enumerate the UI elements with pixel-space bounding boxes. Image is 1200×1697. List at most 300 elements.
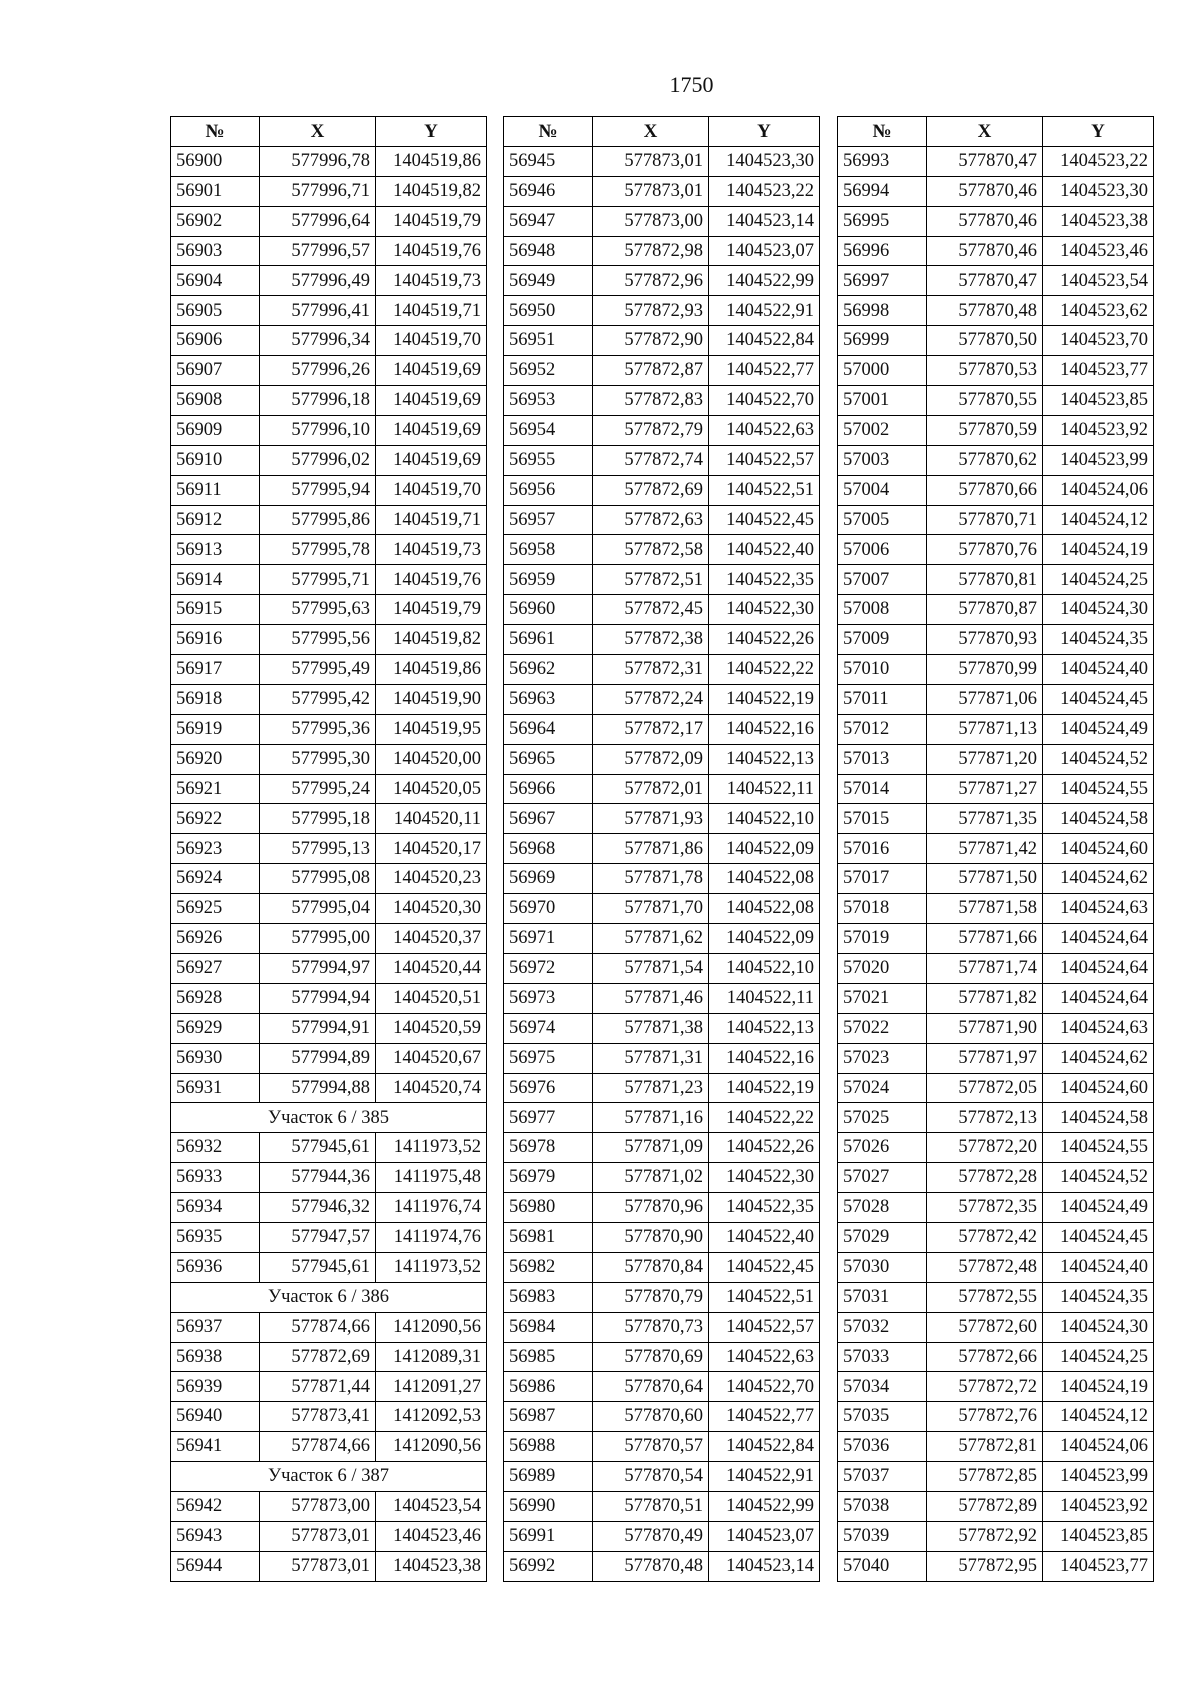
y-coordinate-cell: 1404519,73	[376, 535, 487, 565]
y-coordinate-cell: 1404522,11	[709, 983, 820, 1013]
x-coordinate-cell: 577872,60	[927, 1312, 1043, 1342]
x-coordinate-cell: 577871,16	[593, 1103, 709, 1133]
x-coordinate-cell: 577995,18	[260, 804, 376, 834]
x-coordinate-cell: 577870,62	[927, 445, 1043, 475]
y-coordinate-cell: 1404524,55	[1043, 1133, 1154, 1163]
table-row	[838, 714, 1154, 744]
y-coordinate-cell: 1404523,54	[376, 1491, 487, 1521]
y-coordinate-cell: 1404524,35	[1043, 1282, 1154, 1312]
table-row	[171, 326, 487, 356]
point-number-cell: 56994	[838, 176, 927, 206]
table-row	[838, 1462, 1154, 1492]
point-number-cell: 56927	[171, 953, 260, 983]
table-row	[504, 1013, 820, 1043]
point-number-cell: 57040	[838, 1551, 927, 1581]
table-row	[171, 1222, 487, 1252]
x-coordinate-cell: 577872,90	[593, 326, 709, 356]
point-number-cell: 57015	[838, 804, 927, 834]
point-number-cell: 56909	[171, 415, 260, 445]
table-row	[838, 953, 1154, 983]
table-row	[171, 1402, 487, 1432]
y-coordinate-cell: 1404519,69	[376, 356, 487, 386]
point-number-cell: 56901	[171, 176, 260, 206]
x-coordinate-cell: 577947,57	[260, 1222, 376, 1252]
x-coordinate-cell: 577873,01	[260, 1521, 376, 1551]
x-coordinate-cell: 577945,61	[260, 1252, 376, 1282]
header-number: №	[838, 117, 927, 147]
x-coordinate-cell: 577872,45	[593, 595, 709, 625]
y-coordinate-cell: 1404524,60	[1043, 1073, 1154, 1103]
y-coordinate-cell: 1404524,60	[1043, 834, 1154, 864]
y-coordinate-cell: 1404522,19	[709, 684, 820, 714]
y-coordinate-cell: 1404522,57	[709, 1312, 820, 1342]
y-coordinate-cell: 1411976,74	[376, 1193, 487, 1223]
x-coordinate-cell: 577871,74	[927, 953, 1043, 983]
x-coordinate-cell: 577870,84	[593, 1252, 709, 1282]
x-coordinate-cell: 577871,38	[593, 1013, 709, 1043]
x-coordinate-cell: 577871,70	[593, 894, 709, 924]
x-coordinate-cell: 577872,20	[927, 1133, 1043, 1163]
y-coordinate-cell: 1404524,52	[1043, 1163, 1154, 1193]
y-coordinate-cell: 1404519,82	[376, 176, 487, 206]
table-row	[504, 296, 820, 326]
table-row	[171, 894, 487, 924]
point-number-cell: 56944	[171, 1551, 260, 1581]
section-label: Участок 6 / 387	[171, 1462, 487, 1492]
x-coordinate-cell: 577870,46	[927, 206, 1043, 236]
y-coordinate-cell: 1404522,77	[709, 356, 820, 386]
x-coordinate-cell: 577873,00	[260, 1491, 376, 1521]
table-row	[171, 1491, 487, 1521]
point-number-cell: 57008	[838, 595, 927, 625]
point-number-cell: 57001	[838, 386, 927, 416]
y-coordinate-cell: 1404520,00	[376, 744, 487, 774]
x-coordinate-cell: 577870,54	[593, 1462, 709, 1492]
y-coordinate-cell: 1411973,52	[376, 1252, 487, 1282]
point-number-cell: 56911	[171, 475, 260, 505]
y-coordinate-cell: 1404519,76	[376, 565, 487, 595]
table-row	[504, 266, 820, 296]
point-number-cell: 57020	[838, 953, 927, 983]
header-x: X	[593, 117, 709, 147]
table-row	[171, 1043, 487, 1073]
y-coordinate-cell: 1411973,52	[376, 1133, 487, 1163]
table-row	[171, 415, 487, 445]
header-number: №	[171, 117, 260, 147]
point-number-cell: 57009	[838, 625, 927, 655]
x-coordinate-cell: 577870,51	[593, 1491, 709, 1521]
point-number-cell: 56959	[504, 565, 593, 595]
y-coordinate-cell: 1404522,91	[709, 1462, 820, 1492]
table-row	[171, 236, 487, 266]
table-row	[171, 535, 487, 565]
point-number-cell: 57019	[838, 924, 927, 954]
y-coordinate-cell: 1404524,63	[1043, 1013, 1154, 1043]
x-coordinate-cell: 577871,31	[593, 1043, 709, 1073]
table-row	[504, 894, 820, 924]
point-number-cell: 56980	[504, 1193, 593, 1223]
table-row	[504, 774, 820, 804]
table-row	[504, 1402, 820, 1432]
x-coordinate-cell: 577996,71	[260, 176, 376, 206]
y-coordinate-cell: 1404520,44	[376, 953, 487, 983]
y-coordinate-cell: 1404524,30	[1043, 595, 1154, 625]
x-coordinate-cell: 577994,88	[260, 1073, 376, 1103]
x-coordinate-cell: 577871,62	[593, 924, 709, 954]
x-coordinate-cell: 577871,27	[927, 774, 1043, 804]
x-coordinate-cell: 577995,78	[260, 535, 376, 565]
x-coordinate-cell: 577872,72	[927, 1372, 1043, 1402]
point-number-cell: 56910	[171, 445, 260, 475]
table-row	[504, 565, 820, 595]
y-coordinate-cell: 1404522,70	[709, 1372, 820, 1402]
x-coordinate-cell: 577870,79	[593, 1282, 709, 1312]
table-row	[504, 1073, 820, 1103]
table-row	[171, 1252, 487, 1282]
point-number-cell: 57029	[838, 1222, 927, 1252]
y-coordinate-cell: 1404523,46	[1043, 236, 1154, 266]
x-coordinate-cell: 577870,59	[927, 415, 1043, 445]
x-coordinate-cell: 577872,89	[927, 1491, 1043, 1521]
y-coordinate-cell: 1404522,22	[709, 1103, 820, 1133]
x-coordinate-cell: 577871,42	[927, 834, 1043, 864]
table-row	[504, 983, 820, 1013]
header-number: №	[504, 117, 593, 147]
x-coordinate-cell: 577946,32	[260, 1193, 376, 1223]
y-coordinate-cell: 1404524,58	[1043, 804, 1154, 834]
table-row	[838, 176, 1154, 206]
x-coordinate-cell: 577996,64	[260, 206, 376, 236]
table-row	[504, 535, 820, 565]
x-coordinate-cell: 577996,26	[260, 356, 376, 386]
table-row	[171, 684, 487, 714]
x-coordinate-cell: 577870,48	[593, 1551, 709, 1581]
point-number-cell: 56902	[171, 206, 260, 236]
y-coordinate-cell: 1404522,40	[709, 1222, 820, 1252]
y-coordinate-cell: 1404522,30	[709, 1163, 820, 1193]
x-coordinate-cell: 577874,66	[260, 1312, 376, 1342]
x-coordinate-cell: 577994,94	[260, 983, 376, 1013]
y-coordinate-cell: 1404524,12	[1043, 1402, 1154, 1432]
table-row	[838, 595, 1154, 625]
table-row	[171, 475, 487, 505]
point-number-cell: 57026	[838, 1133, 927, 1163]
point-number-cell: 56960	[504, 595, 593, 625]
table-row	[171, 714, 487, 744]
y-coordinate-cell: 1404522,51	[709, 475, 820, 505]
x-coordinate-cell: 577870,81	[927, 565, 1043, 595]
table-row	[171, 655, 487, 685]
table-row	[838, 445, 1154, 475]
y-coordinate-cell: 1404524,25	[1043, 1342, 1154, 1372]
y-coordinate-cell: 1404524,19	[1043, 535, 1154, 565]
point-number-cell: 56923	[171, 834, 260, 864]
x-coordinate-cell: 577870,50	[927, 326, 1043, 356]
table-row	[504, 505, 820, 535]
table-row	[838, 236, 1154, 266]
y-coordinate-cell: 1404519,69	[376, 445, 487, 475]
y-coordinate-cell: 1404523,77	[1043, 1551, 1154, 1581]
point-number-cell: 56953	[504, 386, 593, 416]
y-coordinate-cell: 1404522,35	[709, 1193, 820, 1223]
y-coordinate-cell: 1404523,92	[1043, 415, 1154, 445]
point-number-cell: 56906	[171, 326, 260, 356]
y-coordinate-cell: 1412089,31	[376, 1342, 487, 1372]
y-coordinate-cell: 1404523,22	[709, 176, 820, 206]
y-coordinate-cell: 1404523,99	[1043, 445, 1154, 475]
y-coordinate-cell: 1404522,22	[709, 655, 820, 685]
point-number-cell: 57024	[838, 1073, 927, 1103]
x-coordinate-cell: 577872,74	[593, 445, 709, 475]
x-coordinate-cell: 577870,46	[927, 236, 1043, 266]
y-coordinate-cell: 1404522,30	[709, 595, 820, 625]
table-row	[838, 1073, 1154, 1103]
x-coordinate-cell: 577870,87	[927, 595, 1043, 625]
x-coordinate-cell: 577873,01	[593, 146, 709, 176]
table-row	[838, 1432, 1154, 1462]
point-number-cell: 56961	[504, 625, 593, 655]
x-coordinate-cell: 577871,66	[927, 924, 1043, 954]
table-row	[171, 1342, 487, 1372]
point-number-cell: 56987	[504, 1402, 593, 1432]
table-row	[171, 1163, 487, 1193]
table-row	[838, 864, 1154, 894]
point-number-cell: 56922	[171, 804, 260, 834]
y-coordinate-cell: 1404523,38	[1043, 206, 1154, 236]
y-coordinate-cell: 1404522,09	[709, 924, 820, 954]
x-coordinate-cell: 577945,61	[260, 1133, 376, 1163]
y-coordinate-cell: 1404519,69	[376, 415, 487, 445]
x-coordinate-cell: 577872,48	[927, 1252, 1043, 1282]
table-row	[171, 864, 487, 894]
point-number-cell: 57006	[838, 535, 927, 565]
x-coordinate-cell: 577872,28	[927, 1163, 1043, 1193]
y-coordinate-cell: 1404520,17	[376, 834, 487, 864]
table-row	[838, 535, 1154, 565]
table-row	[504, 1551, 820, 1581]
y-coordinate-cell: 1404524,49	[1043, 714, 1154, 744]
coordinates-table-2	[503, 116, 820, 1582]
y-coordinate-cell: 1404523,30	[709, 146, 820, 176]
table-row	[838, 1491, 1154, 1521]
table-row	[838, 1551, 1154, 1581]
point-number-cell: 56991	[504, 1521, 593, 1551]
point-number-cell: 56941	[171, 1432, 260, 1462]
x-coordinate-cell: 577995,42	[260, 684, 376, 714]
table-row	[838, 415, 1154, 445]
y-coordinate-cell: 1404522,70	[709, 386, 820, 416]
y-coordinate-cell: 1404524,45	[1043, 684, 1154, 714]
table-row	[504, 834, 820, 864]
y-coordinate-cell: 1404519,70	[376, 326, 487, 356]
table-row	[838, 1521, 1154, 1551]
y-coordinate-cell: 1404519,69	[376, 386, 487, 416]
table-row	[504, 1372, 820, 1402]
y-coordinate-cell: 1404519,86	[376, 146, 487, 176]
point-number-cell: 56982	[504, 1252, 593, 1282]
y-coordinate-cell: 1404522,10	[709, 804, 820, 834]
x-coordinate-cell: 577996,34	[260, 326, 376, 356]
point-number-cell: 56955	[504, 445, 593, 475]
point-number-cell: 56916	[171, 625, 260, 655]
table-row	[504, 744, 820, 774]
table-row	[838, 1252, 1154, 1282]
point-number-cell: 57018	[838, 894, 927, 924]
y-coordinate-cell: 1404523,07	[709, 236, 820, 266]
point-number-cell: 57007	[838, 565, 927, 595]
point-number-cell: 56983	[504, 1282, 593, 1312]
table-body	[171, 146, 487, 1581]
y-coordinate-cell: 1404519,73	[376, 266, 487, 296]
y-coordinate-cell: 1404522,35	[709, 565, 820, 595]
y-coordinate-cell: 1411975,48	[376, 1163, 487, 1193]
point-number-cell: 56928	[171, 983, 260, 1013]
y-coordinate-cell: 1404522,99	[709, 1491, 820, 1521]
y-coordinate-cell: 1404523,46	[376, 1521, 487, 1551]
table-row	[171, 146, 487, 176]
table-row	[838, 266, 1154, 296]
point-number-cell: 56946	[504, 176, 593, 206]
point-number-cell: 56989	[504, 1462, 593, 1492]
table-body	[504, 146, 820, 1581]
x-coordinate-cell: 577870,47	[927, 146, 1043, 176]
header-y: Y	[376, 117, 487, 147]
table-row	[171, 1312, 487, 1342]
y-coordinate-cell: 1404520,59	[376, 1013, 487, 1043]
point-number-cell: 56968	[504, 834, 593, 864]
y-coordinate-cell: 1404519,95	[376, 714, 487, 744]
x-coordinate-cell: 577872,17	[593, 714, 709, 744]
x-coordinate-cell: 577996,78	[260, 146, 376, 176]
table-row	[838, 1372, 1154, 1402]
point-number-cell: 56915	[171, 595, 260, 625]
table-row	[171, 1013, 487, 1043]
table-row	[504, 625, 820, 655]
x-coordinate-cell: 577872,51	[593, 565, 709, 595]
x-coordinate-cell: 577996,10	[260, 415, 376, 445]
point-number-cell: 57032	[838, 1312, 927, 1342]
point-number-cell: 56992	[504, 1551, 593, 1581]
x-coordinate-cell: 577870,47	[927, 266, 1043, 296]
section-label: Участок 6 / 386	[171, 1282, 487, 1312]
y-coordinate-cell: 1404522,16	[709, 1043, 820, 1073]
point-number-cell: 56949	[504, 266, 593, 296]
point-number-cell: 57010	[838, 655, 927, 685]
point-number-cell: 56963	[504, 684, 593, 714]
point-number-cell: 56921	[171, 774, 260, 804]
point-number-cell: 56962	[504, 655, 593, 685]
y-coordinate-cell: 1404522,08	[709, 864, 820, 894]
point-number-cell: 56990	[504, 1491, 593, 1521]
y-coordinate-cell: 1404519,70	[376, 475, 487, 505]
table-row	[504, 714, 820, 744]
y-coordinate-cell: 1404524,64	[1043, 924, 1154, 954]
point-number-cell: 56970	[504, 894, 593, 924]
table-row	[838, 1013, 1154, 1043]
point-number-cell: 56951	[504, 326, 593, 356]
table-row	[838, 1193, 1154, 1223]
point-number-cell: 56903	[171, 236, 260, 266]
x-coordinate-cell: 577944,36	[260, 1163, 376, 1193]
point-number-cell: 56936	[171, 1252, 260, 1282]
table-row	[504, 1163, 820, 1193]
table-row	[838, 1402, 1154, 1432]
y-coordinate-cell: 1404522,10	[709, 953, 820, 983]
table-row	[171, 1073, 487, 1103]
y-coordinate-cell: 1404524,52	[1043, 744, 1154, 774]
x-coordinate-cell: 577870,48	[927, 296, 1043, 326]
x-coordinate-cell: 577871,44	[260, 1372, 376, 1402]
x-coordinate-cell: 577995,63	[260, 595, 376, 625]
table-row	[171, 983, 487, 1013]
point-number-cell: 56917	[171, 655, 260, 685]
point-number-cell: 56925	[171, 894, 260, 924]
y-coordinate-cell: 1404522,40	[709, 535, 820, 565]
point-number-cell: 56997	[838, 266, 927, 296]
point-number-cell: 57017	[838, 864, 927, 894]
point-number-cell: 56930	[171, 1043, 260, 1073]
y-coordinate-cell: 1404524,25	[1043, 565, 1154, 595]
table-row	[504, 1312, 820, 1342]
table-row	[838, 565, 1154, 595]
point-number-cell: 56931	[171, 1073, 260, 1103]
x-coordinate-cell: 577872,83	[593, 386, 709, 416]
table-row	[171, 206, 487, 236]
y-coordinate-cell: 1404519,86	[376, 655, 487, 685]
point-number-cell: 57003	[838, 445, 927, 475]
x-coordinate-cell: 577872,69	[260, 1342, 376, 1372]
point-number-cell: 56972	[504, 953, 593, 983]
point-number-cell: 56984	[504, 1312, 593, 1342]
x-coordinate-cell: 577871,13	[927, 714, 1043, 744]
point-number-cell: 57027	[838, 1163, 927, 1193]
point-number-cell: 56947	[504, 206, 593, 236]
x-coordinate-cell: 577872,95	[927, 1551, 1043, 1581]
table-row	[504, 1193, 820, 1223]
x-coordinate-cell: 577870,55	[927, 386, 1043, 416]
table-row	[838, 983, 1154, 1013]
x-coordinate-cell: 577995,00	[260, 924, 376, 954]
header-y: Y	[709, 117, 820, 147]
point-number-cell: 56969	[504, 864, 593, 894]
y-coordinate-cell: 1404520,67	[376, 1043, 487, 1073]
point-number-cell: 57038	[838, 1491, 927, 1521]
coordinates-table-3	[837, 116, 1154, 1582]
table-row	[838, 625, 1154, 655]
point-number-cell: 56950	[504, 296, 593, 326]
table-row	[504, 1432, 820, 1462]
y-coordinate-cell: 1412092,53	[376, 1402, 487, 1432]
point-number-cell: 56940	[171, 1402, 260, 1432]
table-row	[838, 655, 1154, 685]
y-coordinate-cell: 1404524,45	[1043, 1222, 1154, 1252]
x-coordinate-cell: 577872,92	[927, 1521, 1043, 1551]
table-row	[171, 505, 487, 535]
table-row	[504, 1282, 820, 1312]
point-number-cell: 56934	[171, 1193, 260, 1223]
point-number-cell: 56943	[171, 1521, 260, 1551]
x-coordinate-cell: 577996,41	[260, 296, 376, 326]
y-coordinate-cell: 1411974,76	[376, 1222, 487, 1252]
y-coordinate-cell: 1404522,84	[709, 1432, 820, 1462]
table-row	[504, 864, 820, 894]
x-coordinate-cell: 577872,79	[593, 415, 709, 445]
y-coordinate-cell: 1404523,85	[1043, 1521, 1154, 1551]
x-coordinate-cell: 577870,71	[927, 505, 1043, 535]
table-header-row	[504, 117, 820, 147]
y-coordinate-cell: 1404522,13	[709, 744, 820, 774]
table-row	[171, 1432, 487, 1462]
